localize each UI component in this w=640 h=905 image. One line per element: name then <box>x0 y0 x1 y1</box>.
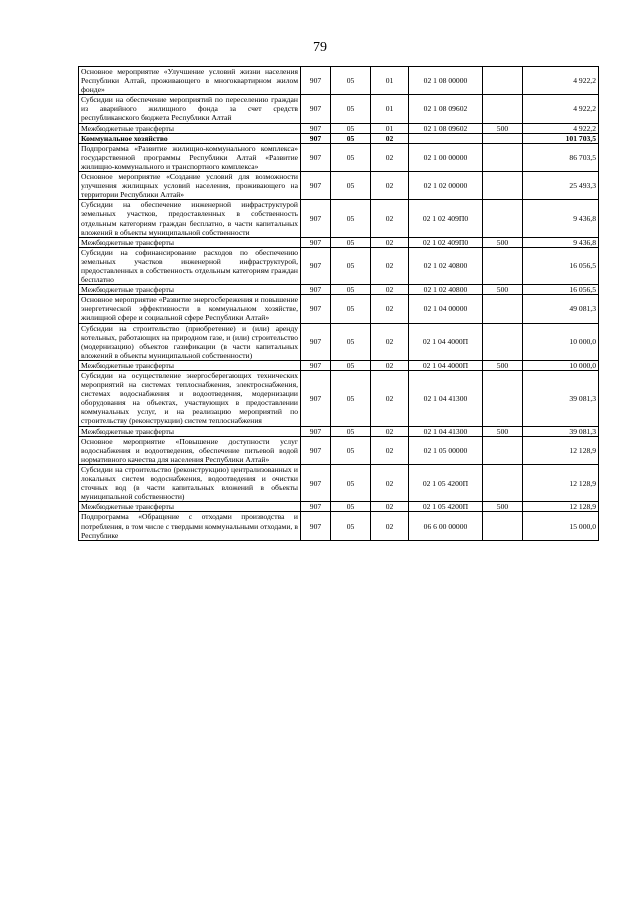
section-code-cell: 05 <box>331 295 371 323</box>
amount-cell: 10 000,0 <box>523 360 599 370</box>
ministry-code-cell: 907 <box>301 95 331 123</box>
amount-cell: 12 128,9 <box>523 436 599 464</box>
ministry-code-cell: 907 <box>301 67 331 95</box>
expense-type-cell <box>483 323 523 360</box>
table-row <box>79 123 599 133</box>
expense-type-cell <box>483 67 523 95</box>
subsection-code-cell: 02 <box>371 237 409 247</box>
section-code-cell: 05 <box>331 133 371 143</box>
amount-cell: 49 081,3 <box>523 295 599 323</box>
expense-type-cell <box>483 436 523 464</box>
ministry-code-cell: 907 <box>301 172 331 200</box>
amount-cell: 39 081,3 <box>523 371 599 427</box>
table-row <box>79 285 599 295</box>
expense-type-cell <box>483 295 523 323</box>
amount-cell: 101 703,5 <box>523 133 599 143</box>
section-code-cell: 05 <box>331 502 371 512</box>
item-name-cell: Подпрограмма «Обращение с отходами производства и потребления, в том числе с твердыми коммунальными отходами, в Республике <box>79 512 301 540</box>
section-code-cell: 05 <box>331 323 371 360</box>
section-code-cell: 05 <box>331 360 371 370</box>
subsection-code-cell: 02 <box>371 247 409 284</box>
item-name-cell: Межбюджетные трансферты <box>79 360 301 370</box>
amount-cell: 25 493,3 <box>523 172 599 200</box>
target-article-cell: 06 6 00 00000 <box>409 512 483 540</box>
item-name-cell: Подпрограмма «Развитие жилищно-коммунального комплекса» государственной программы Республики Алтай «Развитие жилищно-коммунального и транспортного комплекса» <box>79 143 301 171</box>
amount-cell: 9 436,8 <box>523 237 599 247</box>
ministry-code-cell: 907 <box>301 200 331 237</box>
item-name-cell: Основное мероприятие «Создание условий для возможности улучшения жилищных условий населения, проживающего на территории Республики Алтай» <box>79 172 301 200</box>
expense-type-cell <box>483 172 523 200</box>
amount-cell: 10 000,0 <box>523 323 599 360</box>
ministry-code-cell: 907 <box>301 285 331 295</box>
expense-type-cell: 500 <box>483 502 523 512</box>
ministry-code-cell: 907 <box>301 237 331 247</box>
item-name-cell: Субсидии на обеспечение мероприятий по переселению граждан из аварийного жилищного фонда за счет средств республиканского бюджета Республики Алтай <box>79 95 301 123</box>
ministry-code-cell: 907 <box>301 360 331 370</box>
ministry-code-cell: 907 <box>301 247 331 284</box>
table-row <box>79 295 599 323</box>
expense-type-cell <box>483 464 523 501</box>
subsection-code-cell: 02 <box>371 295 409 323</box>
page-number: 79 <box>313 40 327 55</box>
target-article-cell: 02 1 04 41300 <box>409 426 483 436</box>
amount-cell: 4 922,2 <box>523 123 599 133</box>
subsection-code-cell: 02 <box>371 436 409 464</box>
item-name-cell: Субсидии на обеспечение инженерной инфраструктурой земельных участков, предоставленных в собственность отдельным категориям граждан бесплатно, в части капитальных вложений в объекты муниципальной собственности <box>79 200 301 237</box>
section-code-cell: 05 <box>331 464 371 501</box>
target-article-cell: 02 1 05 4200П <box>409 464 483 501</box>
table-row <box>79 464 599 501</box>
expense-type-cell: 500 <box>483 237 523 247</box>
section-code-cell: 05 <box>331 426 371 436</box>
target-article-cell: 02 1 04 41300 <box>409 371 483 427</box>
expense-type-cell <box>483 95 523 123</box>
table-row <box>79 133 599 143</box>
item-name-cell: Основное мероприятие «Развитие энергосбережения и повышение энергетической эффективности в коммунальном хозяйстве, жилищной сфере и социальной сфере Республики Алтай» <box>79 295 301 323</box>
subsection-code-cell: 02 <box>371 512 409 540</box>
target-article-cell: 02 1 04 00000 <box>409 295 483 323</box>
item-name-cell: Межбюджетные трансферты <box>79 285 301 295</box>
item-name-cell: Субсидии на софинансирование расходов по обеспечению земельных участков инженерной инфраструктурой, предоставленных в собственность отдельным категориям граждан бесплатно <box>79 247 301 284</box>
item-name-cell: Межбюджетные трансферты <box>79 237 301 247</box>
amount-cell: 4 922,2 <box>523 95 599 123</box>
subsection-code-cell: 01 <box>371 123 409 133</box>
ministry-code-cell: 907 <box>301 133 331 143</box>
section-code-cell: 05 <box>331 285 371 295</box>
section-code-cell: 05 <box>331 123 371 133</box>
table-row <box>79 360 599 370</box>
table-row <box>79 95 599 123</box>
target-article-cell: 02 1 02 409П0 <box>409 200 483 237</box>
section-code-cell: 05 <box>331 200 371 237</box>
subsection-code-cell: 01 <box>371 95 409 123</box>
ministry-code-cell: 907 <box>301 426 331 436</box>
section-code-cell: 05 <box>331 512 371 540</box>
item-name-cell: Субсидии на строительство (приобретение) и (или) аренду котельных, работающих на природном газе, и (или) строительство (модернизацию) объектов газификации (в части капитальных вложений в объекты муниципальной собственности) <box>79 323 301 360</box>
table-row <box>79 200 599 237</box>
section-code-cell: 05 <box>331 172 371 200</box>
target-article-cell: 02 1 04 4000П <box>409 323 483 360</box>
subsection-code-cell: 02 <box>371 426 409 436</box>
target-article-cell: 02 1 08 09602 <box>409 95 483 123</box>
amount-cell: 12 128,9 <box>523 502 599 512</box>
subsection-code-cell: 02 <box>371 285 409 295</box>
target-article-cell: 02 1 05 4200П <box>409 502 483 512</box>
amount-cell: 4 922,2 <box>523 67 599 95</box>
item-name-cell: Субсидии на осуществление энергосберегающих технических мероприятий на системах теплоснабжения, электроснабжения, системах водоснабжения и водоотведения, модернизации оборудования на объектах, участвующих в предоставлении коммунальных услуг, и на реализацию мероприятий по строительству (реконструкции) систем теплоснабжения <box>79 371 301 427</box>
item-name-cell: Основное мероприятие «Повышение доступности услуг водоснабжения и водоотведения, обеспечение питьевой водой нормативного качества для населения Республики Алтай» <box>79 436 301 464</box>
target-article-cell <box>409 133 483 143</box>
item-name-cell: Основное мероприятие «Улучшение условий жизни населения Республики Алтай, проживающего в многоквартирном жилом фонде» <box>79 67 301 95</box>
subsection-code-cell: 02 <box>371 371 409 427</box>
subsection-code-cell: 01 <box>371 67 409 95</box>
ministry-code-cell: 907 <box>301 436 331 464</box>
subsection-code-cell: 02 <box>371 502 409 512</box>
ministry-code-cell: 907 <box>301 502 331 512</box>
ministry-code-cell: 907 <box>301 371 331 427</box>
table-row <box>79 247 599 284</box>
table-row <box>79 172 599 200</box>
item-name-cell: Субсидии на строительство (реконструкцию) централизованных и локальных систем водоснабжения, водоотведения и очистки сточных вод (в части капитальных вложений в объекты муниципальной собственности) <box>79 464 301 501</box>
expense-type-cell: 500 <box>483 360 523 370</box>
expense-type-cell <box>483 133 523 143</box>
subsection-code-cell: 02 <box>371 143 409 171</box>
section-code-cell: 05 <box>331 95 371 123</box>
expense-type-cell: 500 <box>483 426 523 436</box>
subsection-code-cell: 02 <box>371 323 409 360</box>
table-row <box>79 502 599 512</box>
ministry-code-cell: 907 <box>301 464 331 501</box>
section-code-cell: 05 <box>331 371 371 427</box>
expense-type-cell <box>483 143 523 171</box>
subsection-code-cell: 02 <box>371 133 409 143</box>
amount-cell: 16 056,5 <box>523 247 599 284</box>
table-row <box>79 426 599 436</box>
item-name-cell: Коммунальное хозяйство <box>79 133 301 143</box>
ministry-code-cell: 907 <box>301 512 331 540</box>
budget-table <box>78 66 599 541</box>
target-article-cell: 02 1 04 4000П <box>409 360 483 370</box>
expense-type-cell <box>483 371 523 427</box>
target-article-cell: 02 1 08 09602 <box>409 123 483 133</box>
table-row <box>79 371 599 427</box>
subsection-code-cell: 02 <box>371 464 409 501</box>
item-name-cell: Межбюджетные трансферты <box>79 123 301 133</box>
table-row <box>79 143 599 171</box>
target-article-cell: 02 1 05 00000 <box>409 436 483 464</box>
expense-type-cell: 500 <box>483 285 523 295</box>
expense-type-cell <box>483 200 523 237</box>
amount-cell: 15 000,0 <box>523 512 599 540</box>
section-code-cell: 05 <box>331 247 371 284</box>
ministry-code-cell: 907 <box>301 323 331 360</box>
amount-cell: 16 056,5 <box>523 285 599 295</box>
amount-cell: 9 436,8 <box>523 200 599 237</box>
table-row <box>79 237 599 247</box>
section-code-cell: 05 <box>331 67 371 95</box>
item-name-cell: Межбюджетные трансферты <box>79 426 301 436</box>
subsection-code-cell: 02 <box>371 172 409 200</box>
ministry-code-cell: 907 <box>301 123 331 133</box>
target-article-cell: 02 1 02 00000 <box>409 172 483 200</box>
subsection-code-cell: 02 <box>371 200 409 237</box>
target-article-cell: 02 1 00 00000 <box>409 143 483 171</box>
section-code-cell: 05 <box>331 143 371 171</box>
subsection-code-cell: 02 <box>371 360 409 370</box>
section-code-cell: 05 <box>331 436 371 464</box>
ministry-code-cell: 907 <box>301 295 331 323</box>
table-row <box>79 436 599 464</box>
target-article-cell: 02 1 02 409П0 <box>409 237 483 247</box>
item-name-cell: Межбюджетные трансферты <box>79 502 301 512</box>
expense-type-cell: 500 <box>483 123 523 133</box>
target-article-cell: 02 1 02 40800 <box>409 247 483 284</box>
expense-type-cell <box>483 247 523 284</box>
table-row <box>79 512 599 540</box>
target-article-cell: 02 1 08 00000 <box>409 67 483 95</box>
table-row <box>79 67 599 95</box>
amount-cell: 39 081,3 <box>523 426 599 436</box>
section-code-cell: 05 <box>331 237 371 247</box>
table-row <box>79 323 599 360</box>
amount-cell: 12 128,9 <box>523 464 599 501</box>
amount-cell: 86 703,5 <box>523 143 599 171</box>
ministry-code-cell: 907 <box>301 143 331 171</box>
target-article-cell: 02 1 02 40800 <box>409 285 483 295</box>
expense-type-cell <box>483 512 523 540</box>
